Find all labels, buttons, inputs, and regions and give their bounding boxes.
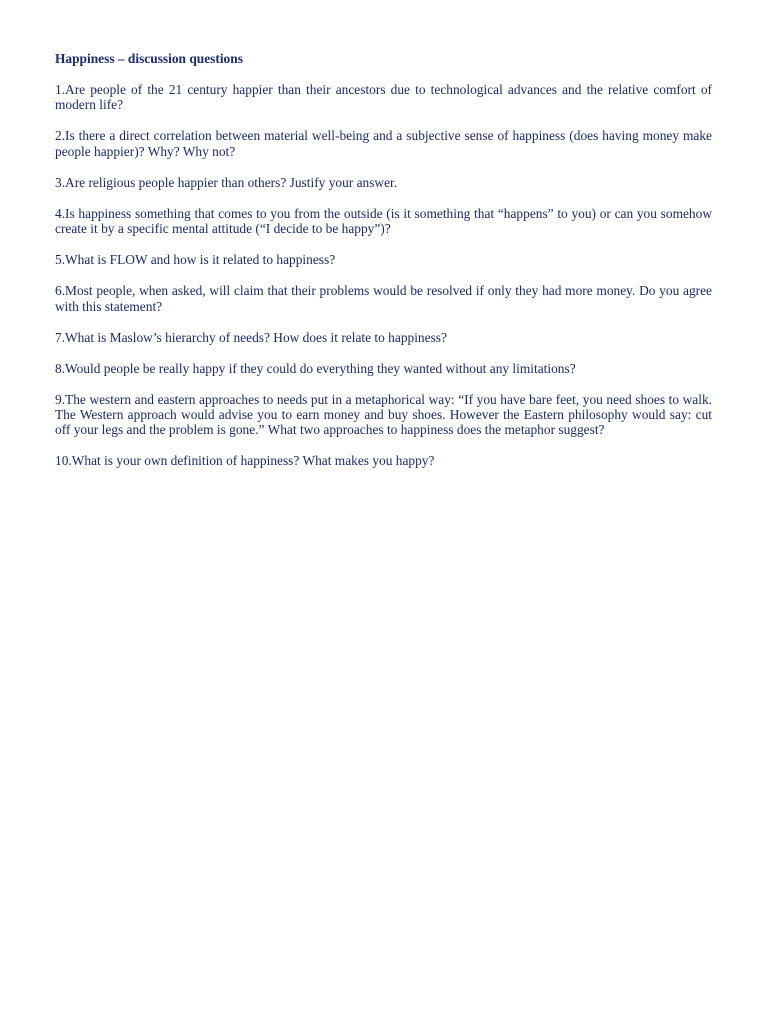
question-2: 2.Is there a direct correlation between material well-being and a subjective sense of happiness (does having money make people happier)? Why? Why not?	[55, 128, 712, 159]
question-7: 7.What is Maslow’s hierarchy of needs? How does it relate to happiness?	[55, 329, 447, 345]
question-10: 10.What is your own definition of happiness? What makes you happy?	[55, 453, 435, 469]
question-9: 9.The western and eastern approaches to needs put in a metaphorical way: “If you have bare feet, you need shoes to walk. The Western approach would advise you to earn money and buy shoes. However the Eastern philosophy would say: cut off your legs and the problem is gone.” What two approaches to happiness does the metaphor suggest?	[55, 391, 712, 438]
question-3: 3.Are religious people happier than others? Justify your answer.	[55, 174, 398, 190]
document-title: Happiness – discussion questions	[55, 51, 243, 66]
question-1: 1.Are people of the 21 century happier than their ancestors due to technological advances and the relative comfort of modern life?	[55, 82, 712, 113]
question-5: 5.What is FLOW and how is it related to happiness?	[55, 252, 336, 268]
question-4: 4.Is happiness something that comes to you from the outside (is it something that “happens” to you) or can you somehow create it by a specific mental attitude (“I decide to be happy”)?	[55, 205, 712, 237]
question-6: 6.Most people, when asked, will claim that their problems would be resolved if only they had more money. Do you agree with this statement?	[55, 283, 712, 314]
document-page	[55, 50, 712, 484]
question-8: 8.Would people be really happy if they could do everything they wanted without any limitations?	[55, 360, 576, 376]
